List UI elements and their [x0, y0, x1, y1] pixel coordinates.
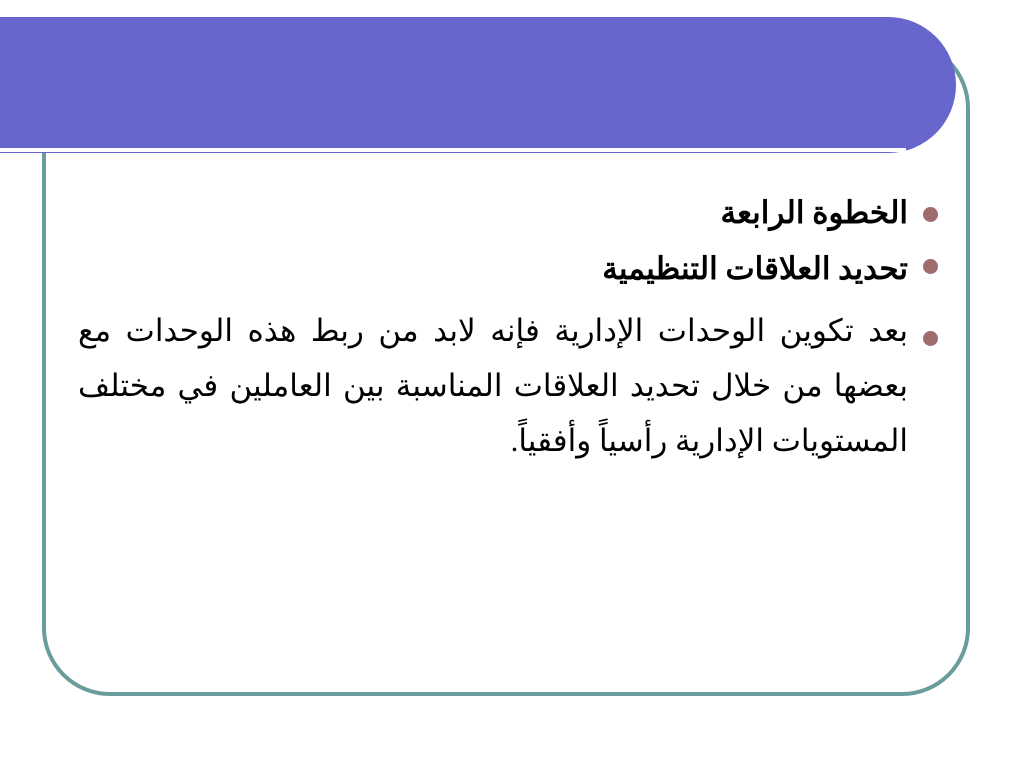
bullet-dot-icon — [923, 207, 938, 222]
bullet-dot-icon — [923, 259, 938, 274]
bullet-list — [78, 185, 908, 468]
bullet-dot-icon — [923, 331, 938, 346]
bullet-item-description — [78, 303, 908, 468]
title-bar — [0, 17, 956, 153]
title-underline — [0, 148, 906, 152]
bullet-item-step-four — [78, 185, 908, 241]
bullet-heading-step: الخطوة الرابعة — [720, 195, 908, 230]
bullet-heading-relations: تحديد العلاقات التنظيمية — [602, 251, 908, 286]
bullet-body-text: بعد تكوين الوحدات الإدارية فإنه لابد من ربط هذه الوحدات مع بعضها من خلال تحديد العلاقات المناسبة بين العاملين في مختلف المستويات الإدارية رأسياً وأفقياً. — [78, 313, 908, 458]
bullet-item-define-relations — [78, 241, 908, 303]
